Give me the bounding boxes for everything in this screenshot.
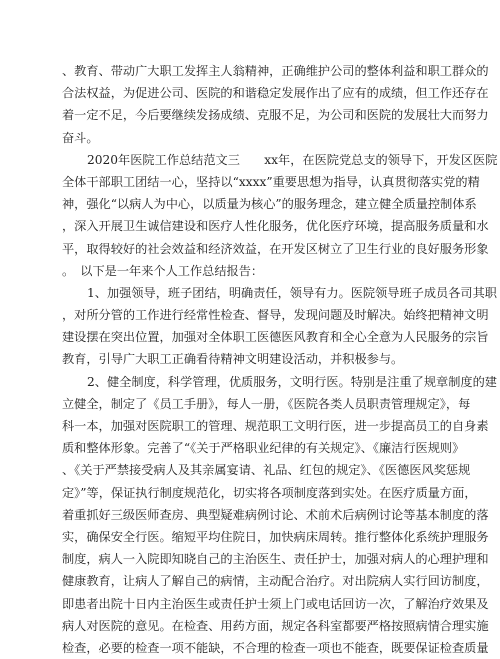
text-line: 实，确保安全行医。缩短平均住院日，加快病床周转。推行整体化系统护理服务: [62, 529, 489, 544]
text-line: 病人对医院的意见。在检查、用药方面，规定各科室都要严格按照病情合理实施: [62, 618, 489, 633]
text-line: 奋斗。: [62, 130, 99, 145]
text-line: 检查，必要的检查一项不能缺，不合理的检查一项也不能查，既要保证检查质量: [62, 640, 489, 655]
text-line: ，对所分管的工作进行经常性检查、督导，发现问题及时解决。始终把精神文明: [62, 308, 489, 323]
text-line: 2020年医院工作总结范文三 xx年，在医院党总支的领导下，开发区医院: [87, 152, 498, 167]
document-body-text: [62, 60, 498, 659]
text-line: 教育，引导广大职工正确看待精神文明建设活动，并积极参与。: [62, 352, 404, 367]
text-line: 全体干部职工团结一心，坚持以“xxxx”重要思想为指导，认真贯彻落实党的精: [62, 174, 480, 189]
text-line: 合法权益，为促进公司、医院的和谐稳定发展作出了应有的成绩，但工作还存在: [62, 86, 489, 101]
text-line: 建设摆在突出位置，加强对全体职工医德医风教育和全心全意为人民服务的宗旨: [62, 330, 489, 345]
text-line: 、《关于严禁接受病人及其亲属宴请、礼品、红包的规定》、《医德医风奖惩规: [62, 463, 471, 478]
text-line: 立健全，制定了《员工手册》，每人一册，《医院各类人员职责管理规定》，每: [62, 396, 471, 411]
text-line: 科一本，加强对医院职工的管理、规范职工文明行医，进一步提高员工的自身素: [62, 419, 489, 433]
text-line: 1、加强领导，班子团结，明确责任，领导有力。医院领导班子成员各司其职: [87, 285, 497, 300]
text-line: 健康教育，让病人了解自己的病情，主动配合治疗。对出院病人实行回访制度，: [62, 574, 489, 589]
text-line: 。 以下是一年来个人工作总结报告：: [62, 263, 264, 278]
text-line: 即患者出院十日内主治医生或责任护士须上门或电话回访一次，了解治疗效果及: [62, 596, 489, 611]
text-line: 平，取得较好的社会效益和经济效益，在开发区树立了卫生行业的良好服务形象: [62, 241, 489, 256]
text-line: 制度，病人一入院即知晓自己的主治医生、责任护士，加强对病人的心理护理和: [62, 552, 489, 567]
text-line: 质和整体形象。完善了“《关于严格职业纪律的有关规定》、《廉洁行医规则》: [62, 441, 465, 456]
text-line: 、教育、带动广大职工发挥主人翁精神，正确维护公司的整体利益和职工群众的: [62, 64, 489, 78]
text-line: ，深入开展卫生诚信建设和医疗人性化服务，优化医疗环境，提高服务质量和水: [62, 219, 489, 234]
text-line: 2、健全制度，科学管理，优质服务，文明行医。特别是注重了规章制度的建: [87, 374, 497, 389]
text-line: 着重抓好三级医师查房、典型疑难病例讨论、术前术后病例讨论等基本制度的落: [62, 507, 489, 522]
text-line: 着一定不足，今后要继续发扬成绩、克服不足，为公司和医院的发展壮大而努力: [62, 108, 489, 123]
text-line: 神，强化“以病人为中心，以质量为核心”的服务理念，建立健全质量控制体系: [62, 197, 477, 212]
text-line: 定》”等，保证执行制度规范化，切实将各项制度落到实处。在医疗质量方面，: [62, 485, 477, 500]
